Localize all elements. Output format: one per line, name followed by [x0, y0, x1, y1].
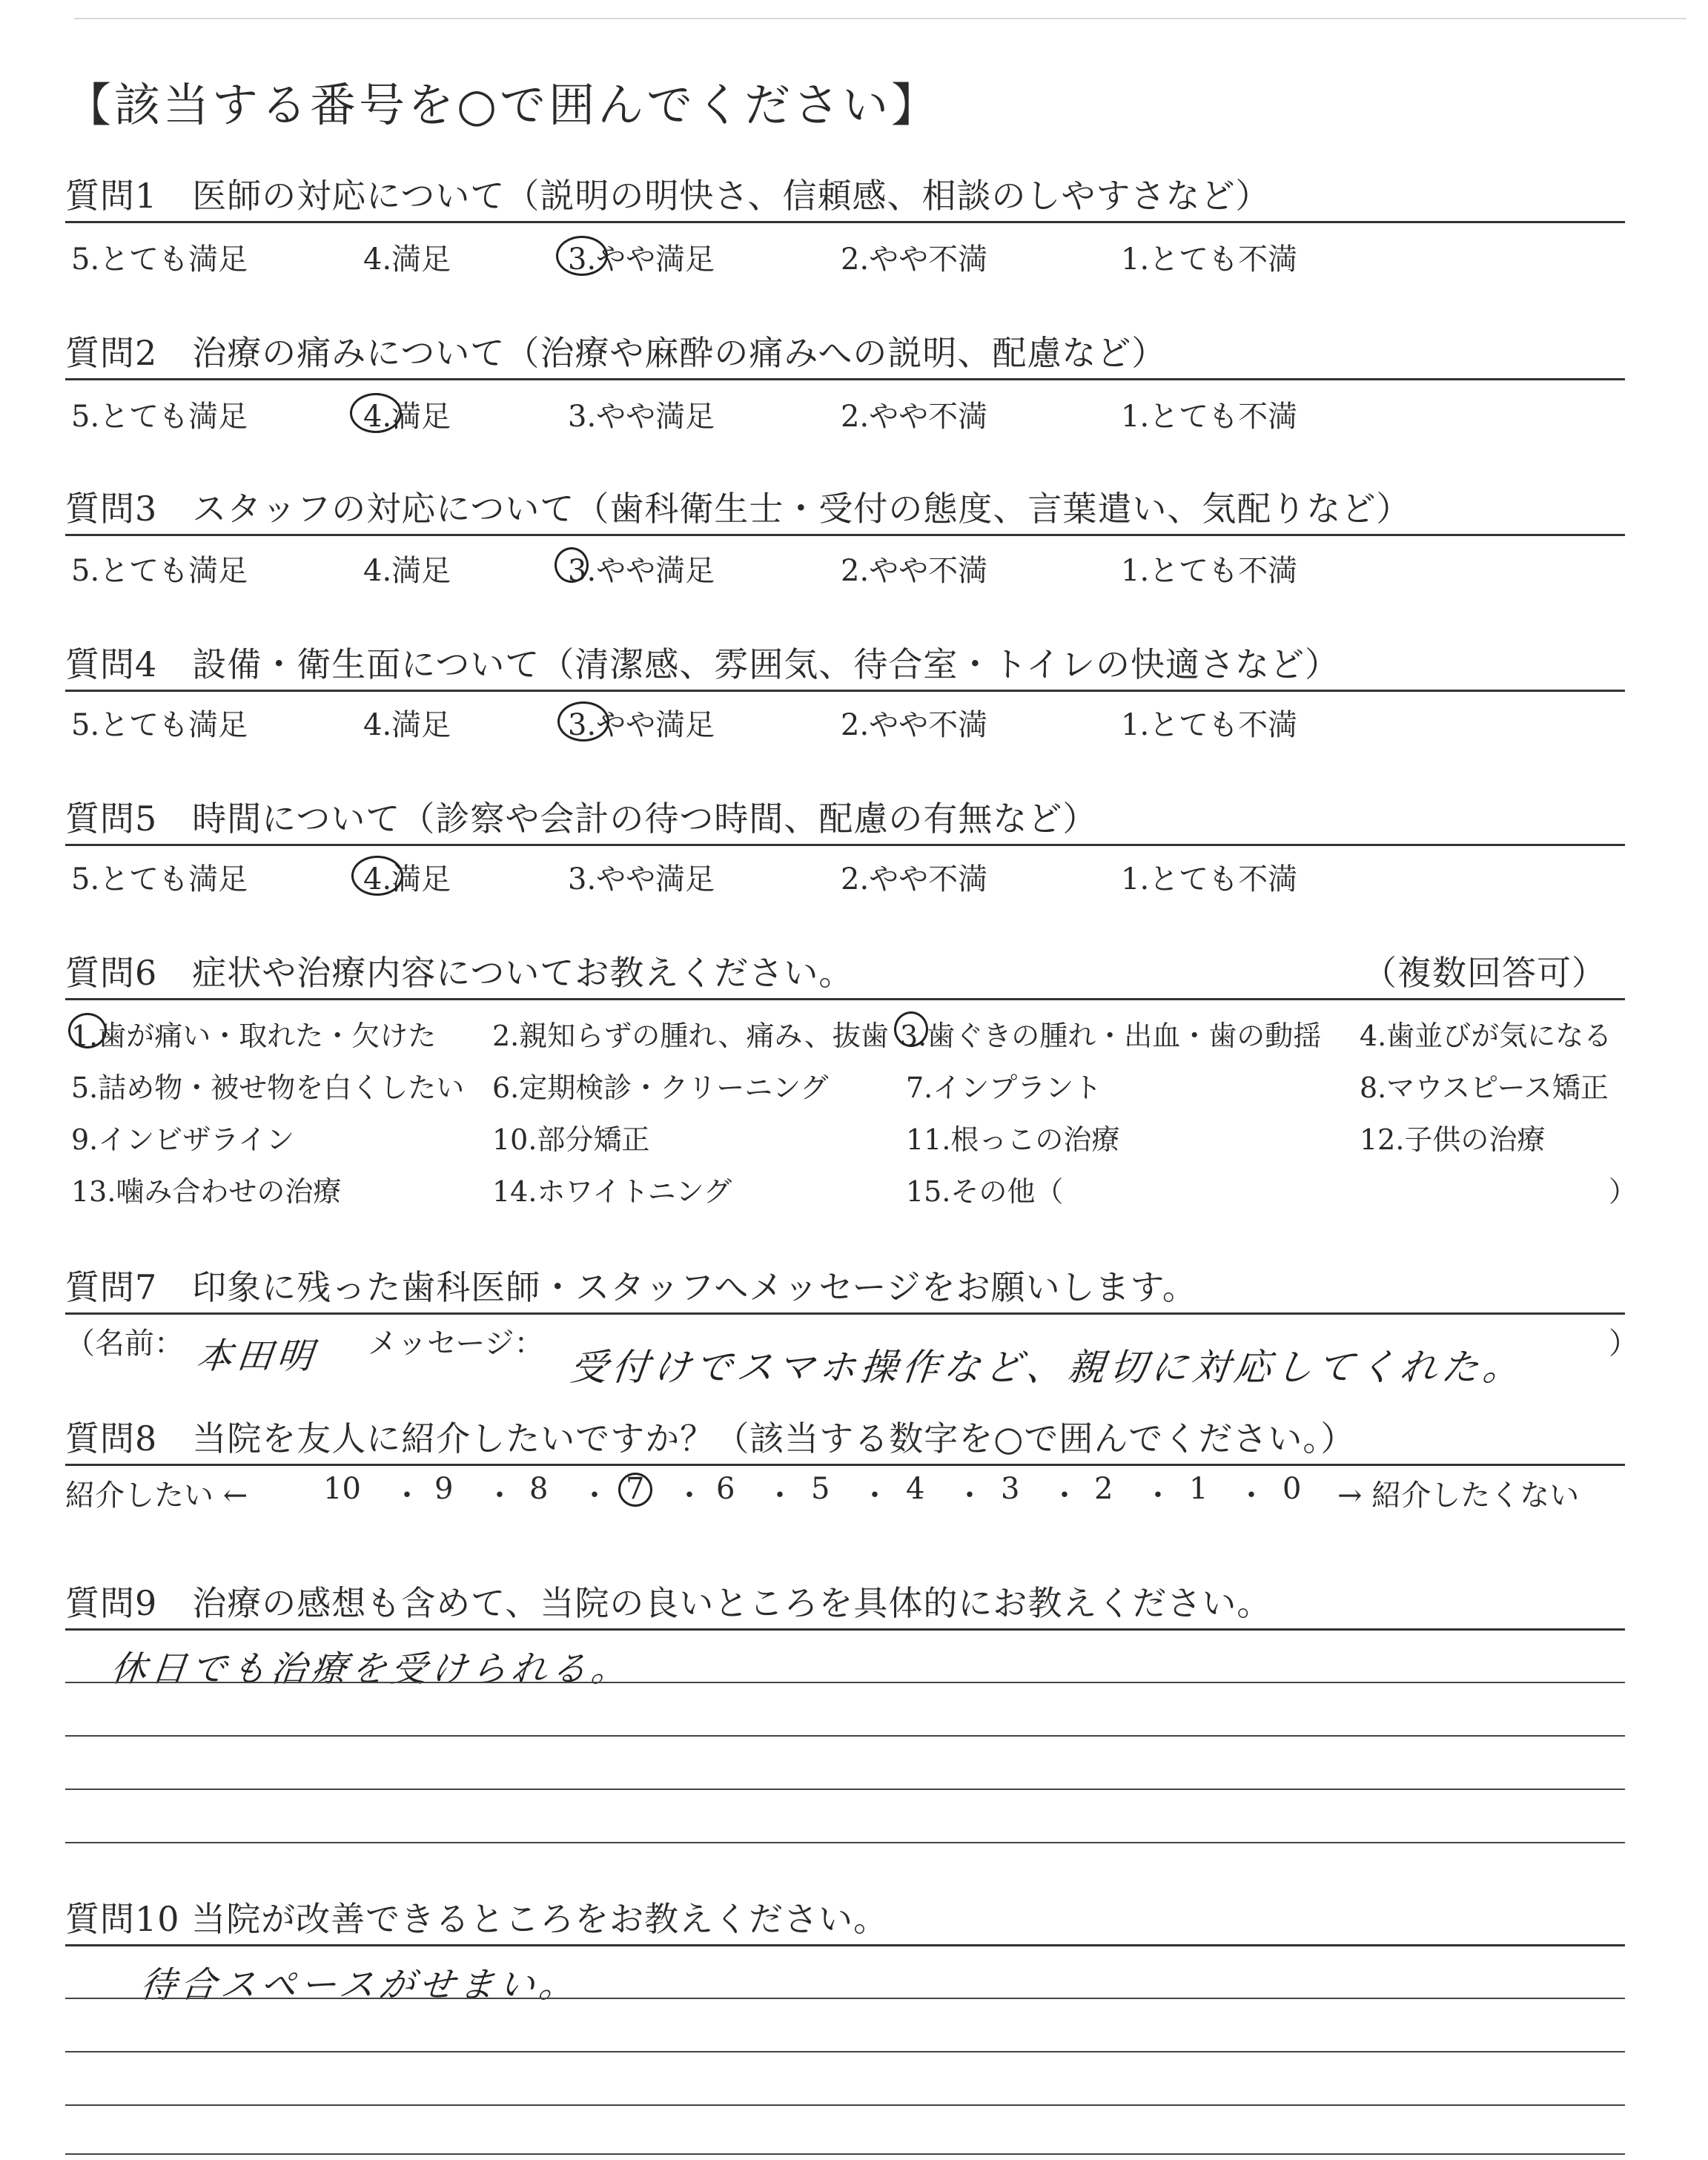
q10-title: 質問10 当院が改善できるところをお教えください。	[65, 1899, 889, 1939]
q10-answer-handwriting: 待合スペースがせまい。	[138, 1964, 582, 2006]
q6-option-1[interactable]: 1.歯が痛い・取れた・欠けた	[71, 1020, 437, 1052]
q6-option-15-close: ）	[1609, 1175, 1638, 1208]
q6-option-13[interactable]: 13.噛み合わせの治療	[71, 1175, 342, 1208]
q5-selection-circle	[351, 856, 403, 896]
q7-message-handwriting: 受付けでスマホ操作など、親切に対応してくれた。	[568, 1346, 1527, 1389]
q3-option-1[interactable]: 1.とても不満	[1121, 554, 1298, 588]
q4-option-3[interactable]: 3.やや満足	[568, 708, 715, 742]
q6-selection-circle-1	[68, 1013, 107, 1048]
q6-selection-circle-3	[894, 1011, 928, 1047]
q8-number-8[interactable]: 8	[529, 1472, 549, 1506]
q5-option-4[interactable]: 4.満足	[363, 862, 451, 896]
q1-selection-circle	[556, 236, 608, 276]
q1-option-4[interactable]: 4.満足	[363, 242, 451, 277]
q8-dot: ・	[765, 1479, 795, 1513]
q8-number-2[interactable]: 2	[1094, 1472, 1113, 1506]
q3-option-4[interactable]: 4.満足	[363, 554, 451, 588]
q8-selection-circle	[618, 1473, 652, 1507]
q8-number-9[interactable]: 9	[434, 1472, 454, 1506]
q8-number-5[interactable]: 5	[811, 1472, 830, 1506]
q2-option-5[interactable]: 5.とても満足	[71, 400, 248, 434]
q3-option-5[interactable]: 5.とても満足	[71, 554, 248, 588]
q5-option-1[interactable]: 1.とても不満	[1121, 862, 1298, 896]
q4-option-1[interactable]: 1.とても不満	[1121, 708, 1298, 742]
q6-option-11[interactable]: 11.根っこの治療	[906, 1123, 1120, 1156]
q8-dot: ・	[1143, 1479, 1173, 1513]
q5-rule	[65, 844, 1625, 846]
q1-title: 質問1 医師の対応について（説明の明快さ、信頼感、相談のしやすさなど）	[65, 176, 1271, 216]
q8-number-0[interactable]: 0	[1282, 1472, 1302, 1506]
q8-dot: ・	[485, 1479, 514, 1513]
q4-option-2[interactable]: 2.やや不満	[841, 708, 988, 742]
q1-option-5[interactable]: 5.とても満足	[71, 242, 248, 277]
q9-line-2	[65, 1735, 1625, 1737]
q6-option-14[interactable]: 14.ホワイトニング	[492, 1175, 732, 1208]
q5-title: 質問5 時間について（診察や会計の待つ時間、配慮の有無など）	[65, 799, 1098, 839]
q7-rule	[65, 1312, 1625, 1315]
q5-option-5[interactable]: 5.とても満足	[71, 862, 248, 896]
q6-option-6[interactable]: 6.定期検診・クリーニング	[492, 1071, 829, 1104]
q6-option-10[interactable]: 10.部分矯正	[492, 1123, 650, 1156]
q2-option-2[interactable]: 2.やや不満	[841, 400, 988, 434]
q6-option-3[interactable]: 3.歯ぐきの腫れ・出血・歯の動揺	[900, 1020, 1322, 1052]
q5-option-3[interactable]: 3.やや満足	[568, 862, 715, 896]
q8-number-4[interactable]: 4	[906, 1472, 925, 1506]
q9-rule	[65, 1628, 1625, 1631]
q4-option-5[interactable]: 5.とても満足	[71, 708, 248, 742]
q8-dot: ・	[1237, 1479, 1266, 1513]
q6-option-7[interactable]: 7.インプラント	[906, 1071, 1102, 1104]
q6-option-15[interactable]: 15.その他（	[906, 1175, 1064, 1208]
q7-name-label: （名前：	[65, 1327, 184, 1361]
q6-option-9[interactable]: 9.インビザライン	[71, 1123, 295, 1156]
q9-line-3	[65, 1789, 1625, 1790]
q6-option-2[interactable]: 2.親知らずの腫れ、痛み、抜歯	[492, 1020, 889, 1052]
q8-right-label: → 紹介したくない	[1337, 1479, 1580, 1513]
q3-title: 質問3 スタッフの対応について（歯科衛生士・受付の態度、言葉遣い、気配りなど）	[65, 489, 1411, 529]
q2-title: 質問2 治療の痛みについて（治療や麻酔の痛みへの説明、配慮など）	[65, 333, 1167, 373]
q2-rule	[65, 378, 1625, 380]
q10-line-1	[65, 1998, 1625, 1999]
q8-rule	[65, 1464, 1625, 1466]
q7-name-handwriting: 本田明	[194, 1335, 320, 1377]
q5-option-2[interactable]: 2.やや不満	[841, 862, 988, 896]
q8-number-10[interactable]: 10	[323, 1472, 361, 1506]
q6-option-5[interactable]: 5.詰め物・被せ物を白くしたい	[71, 1071, 465, 1104]
q9-answer-handwriting: 休日でも治療を受けられる。	[108, 1648, 634, 1690]
q1-option-3[interactable]: 3.やや満足	[568, 242, 715, 277]
q8-dot: ・	[675, 1479, 704, 1513]
q6-option-4[interactable]: 4.歯並びが気になる	[1360, 1020, 1612, 1052]
q9-line-4	[65, 1842, 1625, 1843]
q8-dot: ・	[860, 1479, 890, 1513]
q7-message-label: メッセージ：	[368, 1327, 544, 1361]
q8-dot: ・	[580, 1479, 609, 1513]
q10-line-4	[65, 2153, 1625, 2155]
q2-option-3[interactable]: 3.やや満足	[568, 400, 715, 434]
page-heading: 【該当する番号を○で囲んでください】	[65, 78, 941, 132]
top-edge-line	[74, 18, 1687, 19]
q1-rule	[65, 221, 1625, 223]
q6-title: 質問6 症状や治療内容についてお教えください。	[65, 953, 854, 993]
q8-dot: ・	[1050, 1479, 1079, 1513]
q1-option-1[interactable]: 1.とても不満	[1121, 242, 1298, 277]
q4-title: 質問4 設備・衛生面について（清潔感、雰囲気、待合室・トイレの快適さなど）	[65, 644, 1340, 684]
q8-dot: ・	[392, 1479, 422, 1513]
q10-rule	[65, 1944, 1625, 1946]
q1-option-2[interactable]: 2.やや不満	[841, 242, 988, 277]
q2-option-4[interactable]: 4.満足	[363, 400, 451, 434]
q3-rule	[65, 534, 1625, 536]
q3-option-2[interactable]: 2.やや不満	[841, 554, 988, 588]
q2-option-1[interactable]: 1.とても不満	[1121, 400, 1298, 434]
q10-line-3	[65, 2104, 1625, 2106]
q7-title: 質問7 印象に残った歯科医師・スタッフへメッセージをお願いします。	[65, 1267, 1197, 1307]
q4-rule	[65, 690, 1625, 692]
q4-option-4[interactable]: 4.満足	[363, 708, 451, 742]
q8-number-7[interactable]: 7	[626, 1472, 645, 1506]
q9-line-1	[65, 1682, 1625, 1683]
q8-number-6[interactable]: 6	[716, 1472, 735, 1506]
q7-close-paren: ）	[1609, 1327, 1638, 1361]
q8-title: 質問8 当院を友人に紹介したいですか？（該当する数字を○で囲んでください。）	[65, 1418, 1356, 1459]
q6-rule	[65, 998, 1625, 1000]
q9-title: 質問9 治療の感想も含めて、当院の良いところを具体的にお教えください。	[65, 1583, 1272, 1623]
q6-option-8[interactable]: 8.マウスピース矯正	[1360, 1071, 1609, 1104]
q8-number-1[interactable]: 1	[1189, 1472, 1208, 1506]
q10-line-2	[65, 2051, 1625, 2052]
q4-selection-circle	[557, 701, 609, 742]
q8-dot: ・	[955, 1479, 984, 1513]
q3-selection-circle	[555, 547, 589, 583]
q2-selection-circle	[350, 393, 402, 433]
q8-left-label: 紹介したい ←	[65, 1479, 248, 1513]
q6-note: （複数回答可）	[1363, 953, 1606, 993]
q8-number-3[interactable]: 3	[1001, 1472, 1020, 1506]
q3-option-3[interactable]: 3.やや満足	[568, 554, 715, 588]
q6-option-12[interactable]: 12.子供の治療	[1360, 1123, 1546, 1156]
